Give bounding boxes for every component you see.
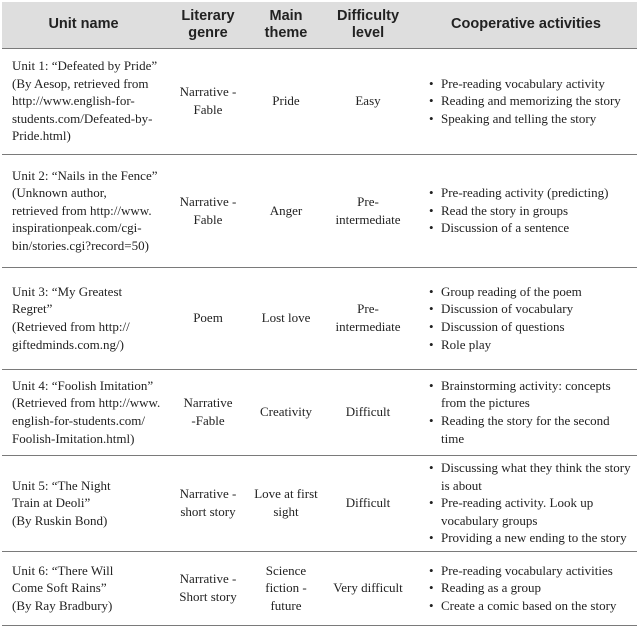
header-literary-genre: Literary genre xyxy=(181,7,235,41)
table-body xyxy=(2,48,637,625)
genre-cell-line: Narrative xyxy=(183,395,233,411)
activity-item: • Reading and memorizing the story xyxy=(429,92,634,110)
difficulty-cell-line: Pre- xyxy=(357,193,379,209)
table-row xyxy=(2,267,637,369)
genre-cell-line: Poem xyxy=(193,310,223,326)
unit-name-cell-line: Unit 3: “My Greatest xyxy=(12,283,123,299)
theme-cell xyxy=(251,455,321,551)
genre-cell-line: -Fable xyxy=(191,413,225,428)
theme-cell-line: fiction - xyxy=(265,580,307,596)
unit-name-cell-line: Unit 6: “There Will xyxy=(12,562,114,578)
unit-name-cell-line: Regret” xyxy=(12,301,53,317)
theme-cell-line: Love at first xyxy=(254,486,318,502)
unit-name-cell-line: Unit 5: “The Night xyxy=(12,477,111,493)
difficulty-cell-line: Difficult xyxy=(345,404,391,420)
activity-item: • Create a comic based on the story xyxy=(429,597,634,615)
activity-item: • Pre-reading activity. Look up vocabulary groups xyxy=(429,494,634,529)
activities-cell xyxy=(415,551,637,625)
activity-item: • Role play xyxy=(429,336,634,354)
theme-cell-line: Pride xyxy=(272,93,300,109)
difficulty-cell-line: Easy xyxy=(355,93,381,109)
activities-list xyxy=(429,459,634,547)
activity-item: • Pre-reading vocabulary activities xyxy=(429,562,634,580)
theme-cell-line: sight xyxy=(273,504,299,519)
genre-cell xyxy=(165,154,251,267)
unit-name-cell-line: (Unknown author, xyxy=(12,185,107,201)
table-row xyxy=(2,551,637,625)
table-row xyxy=(2,48,637,154)
theme-cell-line: Creativity xyxy=(260,404,312,420)
activities-cell xyxy=(415,455,637,551)
activity-item: • Pre-reading vocabulary activity xyxy=(429,75,634,93)
header-unit-name: Unit name xyxy=(48,16,119,33)
theme-cell-line: Anger xyxy=(269,202,303,218)
difficulty-cell-line: Difficult xyxy=(345,495,391,511)
activities-list xyxy=(429,377,634,447)
difficulty-cell xyxy=(321,455,415,551)
genre-cell-line: Short story xyxy=(179,589,237,604)
genre-cell-line: short story xyxy=(180,504,236,519)
difficulty-cell xyxy=(321,551,415,625)
genre-cell xyxy=(165,48,251,154)
theme-cell xyxy=(251,154,321,267)
unit-name-cell-line: (Retrieved from http:// xyxy=(12,319,130,334)
genre-cell xyxy=(165,267,251,369)
unit-name-cell-line: giftedminds.com.ng/) xyxy=(12,336,124,352)
activity-item: • Discussing what they think the story is about xyxy=(429,459,634,494)
difficulty-cell-line: intermediate xyxy=(335,319,401,334)
unit-name-cell-line: Come Soft Rains” xyxy=(12,580,107,596)
activities-cell xyxy=(415,48,637,154)
genre-cell-line: Narrative - xyxy=(179,571,237,587)
activity-item: • Providing a new ending to the story xyxy=(429,529,634,547)
unit-name-cell-line: students.com/Defeated-by- xyxy=(12,110,153,126)
activity-item: • Discussion of a sentence xyxy=(429,219,634,237)
activities-list xyxy=(429,184,634,237)
activity-item: • Brainstorming activity: concepts from the pictures xyxy=(429,377,634,412)
unit-name-cell xyxy=(2,267,165,369)
activity-item: • Speaking and telling the story xyxy=(429,110,634,128)
genre-cell-line: Narrative - xyxy=(179,193,237,209)
unit-name-cell-line: http://www.english-for- xyxy=(12,93,135,109)
unit-name-cell-line: Pride.html) xyxy=(12,128,71,144)
unit-name-cell xyxy=(2,369,165,455)
difficulty-cell-line: Pre- xyxy=(357,301,379,317)
unit-name-cell-line: (Retrieved from http://www. xyxy=(12,395,161,411)
unit-name-cell xyxy=(2,154,165,267)
theme-cell-line: Science xyxy=(265,562,307,578)
unit-name-cell-line: Unit 2: “Nails in the Fence” xyxy=(12,167,158,183)
unit-name-cell-line: (By Ruskin Bond) xyxy=(12,512,108,528)
genre-cell xyxy=(165,551,251,625)
activity-item: • Pre-reading activity (predicting) xyxy=(429,184,634,202)
theme-cell xyxy=(251,369,321,455)
genre-cell-line: Narrative - xyxy=(179,84,237,100)
activities-cell xyxy=(415,154,637,267)
difficulty-cell-line: Very difficult xyxy=(333,580,403,596)
activity-item: • Read the story in groups xyxy=(429,202,634,220)
genre-cell-line: Fable xyxy=(193,211,223,227)
activities-cell xyxy=(415,267,637,369)
theme-cell xyxy=(251,48,321,154)
activity-item: • Reading as a group xyxy=(429,579,634,597)
table-row xyxy=(2,369,637,455)
theme-cell-line: future xyxy=(270,597,302,613)
genre-cell-line: Narrative - xyxy=(179,486,237,502)
genre-cell xyxy=(165,455,251,551)
unit-name-cell-line: retrieved from http://www. xyxy=(12,202,152,218)
activity-item: • Discussion of questions xyxy=(429,318,634,336)
unit-name-cell-line: Unit 4: “Foolish Imitation” xyxy=(12,377,154,393)
activity-item: • Discussion of vocabulary xyxy=(429,300,634,318)
difficulty-cell xyxy=(321,267,415,369)
unit-name-cell-line: bin/stories.cgi?record=50) xyxy=(12,237,149,253)
theme-cell xyxy=(251,551,321,625)
header-cooperative-activities: Cooperative activities xyxy=(451,16,601,33)
unit-name-cell-line: english-for-students.com/ xyxy=(12,413,145,428)
unit-name-cell-line: (By Ray Bradbury) xyxy=(12,597,113,613)
unit-name-cell-line: (By Aesop, retrieved from xyxy=(12,75,149,91)
activities-list xyxy=(429,75,634,128)
unit-name-cell xyxy=(2,551,165,625)
difficulty-cell-line: intermediate xyxy=(335,211,401,227)
difficulty-cell xyxy=(321,154,415,267)
units-table xyxy=(2,2,637,626)
activity-item: • Group reading of the poem xyxy=(429,283,634,301)
unit-name-cell xyxy=(2,48,165,154)
unit-name-cell-line: Unit 1: “Defeated by Pride” xyxy=(12,58,158,74)
header-main-theme: Main theme xyxy=(264,7,308,41)
theme-cell xyxy=(251,267,321,369)
table-row xyxy=(2,154,637,267)
header-difficulty-level: Difficulty level xyxy=(336,7,400,41)
unit-name-cell-line: Train at Deoli” xyxy=(12,495,91,511)
theme-cell-line: Lost love xyxy=(261,310,311,326)
activities-list xyxy=(429,283,634,353)
unit-name-cell xyxy=(2,455,165,551)
table-row xyxy=(2,455,637,551)
activity-item: • Reading the story for the second time xyxy=(429,412,634,447)
difficulty-cell xyxy=(321,48,415,154)
unit-name-cell-line: Foolish-Imitation.html) xyxy=(12,430,135,446)
activities-list xyxy=(429,562,634,615)
header-row xyxy=(2,2,637,48)
difficulty-cell xyxy=(321,369,415,455)
activities-cell xyxy=(415,369,637,455)
unit-name-cell-line: inspirationpeak.com/cgi- xyxy=(12,220,142,236)
genre-cell xyxy=(165,369,251,455)
genre-cell-line: Fable xyxy=(193,102,223,117)
